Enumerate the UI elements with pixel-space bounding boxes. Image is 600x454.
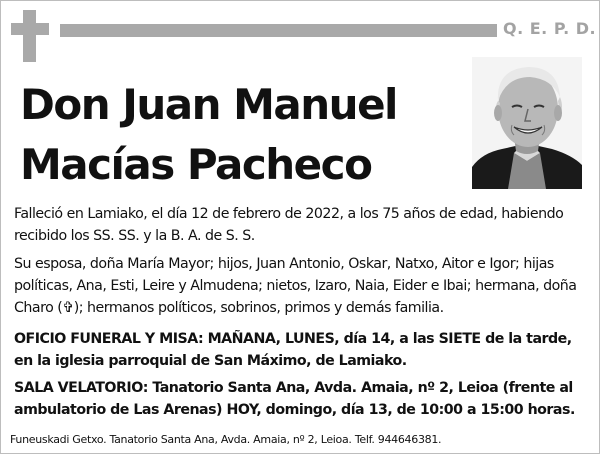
cross-icon [11,10,49,62]
wake-room-paragraph: SALA VELATORIO: Tanatorio Santa Ana, Avda. Amaia, nº 2, Leioa (frente al ambulatorio de Las Arenas) HOY, domingo, día 13, de 10:00 a 15:00 horas. [14,380,575,418]
portrait-photo [472,57,582,189]
header-rule [60,24,497,37]
funeral-mass-paragraph: OFICIO FUNERAL Y MISA: MAÑANA, LUNES, día 14, a las SIETE de la tarde, en la iglesia parroquial de San Máximo, de Lamiako. [14,331,572,369]
deceased-name-line-1: Don Juan Manuel [20,80,397,129]
death-notice-paragraph: Falleció en Lamiako, el día 12 de febrero de 2022, a los 75 años de edad, habiendo recibido los SS. SS. y la B. A. de S. S. [14,206,564,244]
qepd-label: Q. E. P. D. [503,19,597,38]
funeral-home-footer: Funeuskadi Getxo. Tanatorio Santa Ana, Avda. Amaia, nº 2, Leioa. Telf. 944646381. [10,433,442,446]
deceased-name-line-2: Macías Pacheco [20,140,372,189]
family-paragraph: Su esposa, doña María Mayor; hijos, Juan Antonio, Oskar, Natxo, Aitor e Igor; hijas políticas, Ana, Esti, Leire y Almudena; nietos, Izaro, Naia, Eider e Ibai; hermana, doña Charo (✞); hermanos políticos, sobrinos, primos y demás familia. [14,256,577,316]
